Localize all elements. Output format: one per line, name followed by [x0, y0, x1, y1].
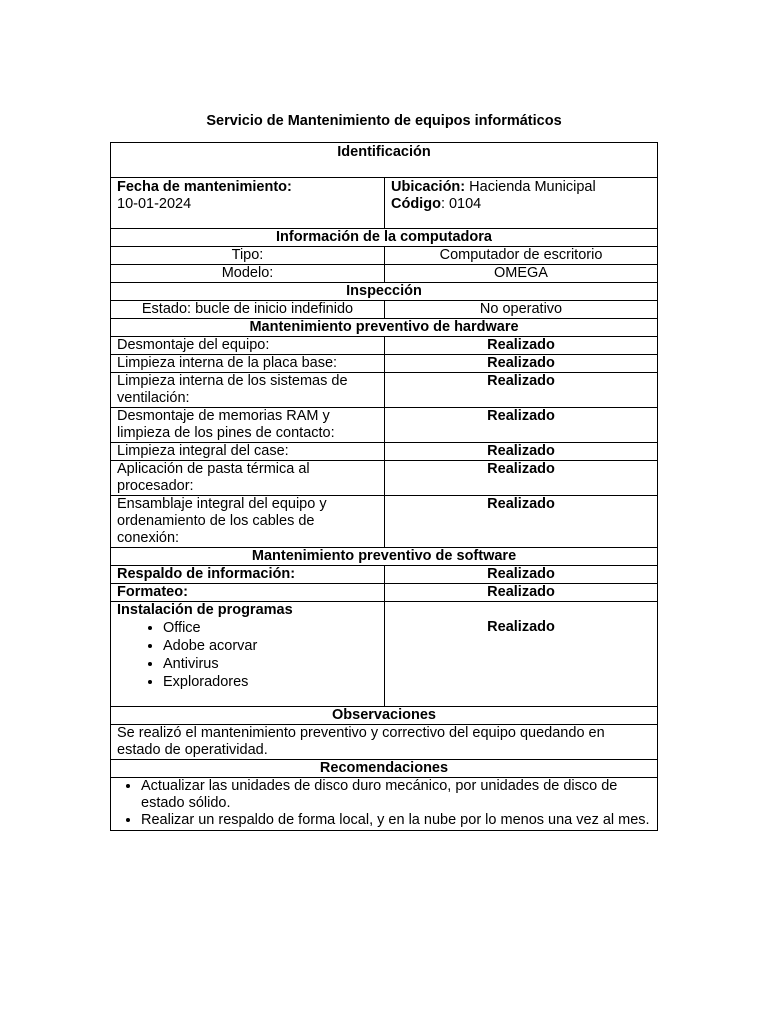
fecha-cell [111, 178, 385, 229]
table-row [111, 408, 658, 443]
observaciones-header-row [111, 707, 658, 725]
computadora-header: Información de la computadora [111, 229, 658, 247]
hardware-status: Realizado [385, 355, 658, 373]
observaciones-row [111, 725, 658, 760]
tipo-label: Tipo: [111, 247, 385, 265]
codigo-value: : 0104 [440, 196, 482, 212]
list-item: • Adobe acorvar [163, 638, 378, 655]
software-task: Formateo: [111, 584, 385, 602]
hardware-status: Realizado [385, 496, 658, 548]
table-row [111, 355, 658, 373]
hardware-task: Limpieza interna de los sistemas de ventilación: [111, 373, 385, 408]
table-row [111, 496, 658, 548]
fecha-value: 10-01-2024 [117, 196, 192, 212]
ubicacion-cell [385, 178, 658, 229]
hardware-task: Ensamblaje integral del equipo y ordenamiento de los cables de conexión: [111, 496, 385, 548]
table-row [111, 443, 658, 461]
ubicacion-value: Hacienda Municipal [465, 179, 596, 195]
table-row [111, 337, 658, 355]
hardware-task: Limpieza integral del case: [111, 443, 385, 461]
modelo-label: Modelo: [111, 265, 385, 283]
recomendaciones-list [117, 778, 651, 829]
list-item: • Exploradores [163, 674, 378, 691]
hardware-status: Realizado [385, 443, 658, 461]
software-status: Realizado [385, 584, 658, 602]
identificacion-header-row [111, 143, 658, 178]
hardware-status: Realizado [385, 337, 658, 355]
fecha-label: Fecha de mantenimiento: [117, 179, 292, 195]
observaciones-header: Observaciones [111, 707, 658, 725]
software-status: Realizado [385, 566, 658, 584]
table-row [111, 373, 658, 408]
ubicacion-label: Ubicación: [391, 179, 466, 195]
estado-value: No operativo [385, 301, 658, 319]
maintenance-form-table [110, 142, 658, 831]
hardware-header: Mantenimiento preventivo de hardware [111, 319, 658, 337]
observaciones-text: Se realizó el mantenimiento preventivo y correctivo del equipo quedando en estado de operatividad. [111, 725, 658, 760]
hardware-task: Desmontaje del equipo: [111, 337, 385, 355]
identificacion-row [111, 178, 658, 229]
hardware-status: Realizado [385, 408, 658, 443]
document-title: Servicio de Mantenimiento de equipos informáticos [206, 113, 562, 129]
hardware-header-row [111, 319, 658, 337]
inspeccion-header-row [111, 283, 658, 301]
table-row [111, 566, 658, 584]
software-task: Respaldo de información: [111, 566, 385, 584]
programas-label: Instalación de programas [117, 602, 293, 618]
hardware-task: Limpieza interna de la placa base: [111, 355, 385, 373]
recomendaciones-row [111, 778, 658, 831]
programas-status: Realizado [385, 602, 658, 707]
programas-list [117, 620, 378, 691]
computadora-row [111, 265, 658, 283]
software-header: Mantenimiento preventivo de software [111, 548, 658, 566]
recomendaciones-cell [111, 778, 658, 831]
computadora-header-row [111, 229, 658, 247]
table-row [111, 584, 658, 602]
inspeccion-header: Inspección [111, 283, 658, 301]
identificacion-header: Identificación [111, 143, 658, 178]
list-item: • Office [163, 620, 378, 637]
modelo-value: OMEGA [385, 265, 658, 283]
hardware-task: Desmontaje de memorias RAM y limpieza de los pines de contacto: [111, 408, 385, 443]
recomendaciones-header-row [111, 760, 658, 778]
table-row [111, 461, 658, 496]
hardware-task: Aplicación de pasta térmica al procesador: [111, 461, 385, 496]
table-row [111, 602, 658, 707]
inspeccion-row [111, 301, 658, 319]
hardware-status: Realizado [385, 461, 658, 496]
list-item: • Actualizar las unidades de disco duro mecánico, por unidades de disco de estado sólido. [141, 778, 651, 812]
tipo-value: Computador de escritorio [385, 247, 658, 265]
list-item: • Realizar un respaldo de forma local, y en la nube por lo menos una vez al mes. [141, 812, 651, 829]
programas-cell [111, 602, 385, 707]
hardware-status: Realizado [385, 373, 658, 408]
computadora-row [111, 247, 658, 265]
recomendaciones-header: Recomendaciones [111, 760, 658, 778]
estado-label: Estado: bucle de inicio indefinido [111, 301, 385, 319]
software-header-row [111, 548, 658, 566]
codigo-label: Código [391, 196, 441, 212]
list-item: • Antivirus [163, 656, 378, 673]
